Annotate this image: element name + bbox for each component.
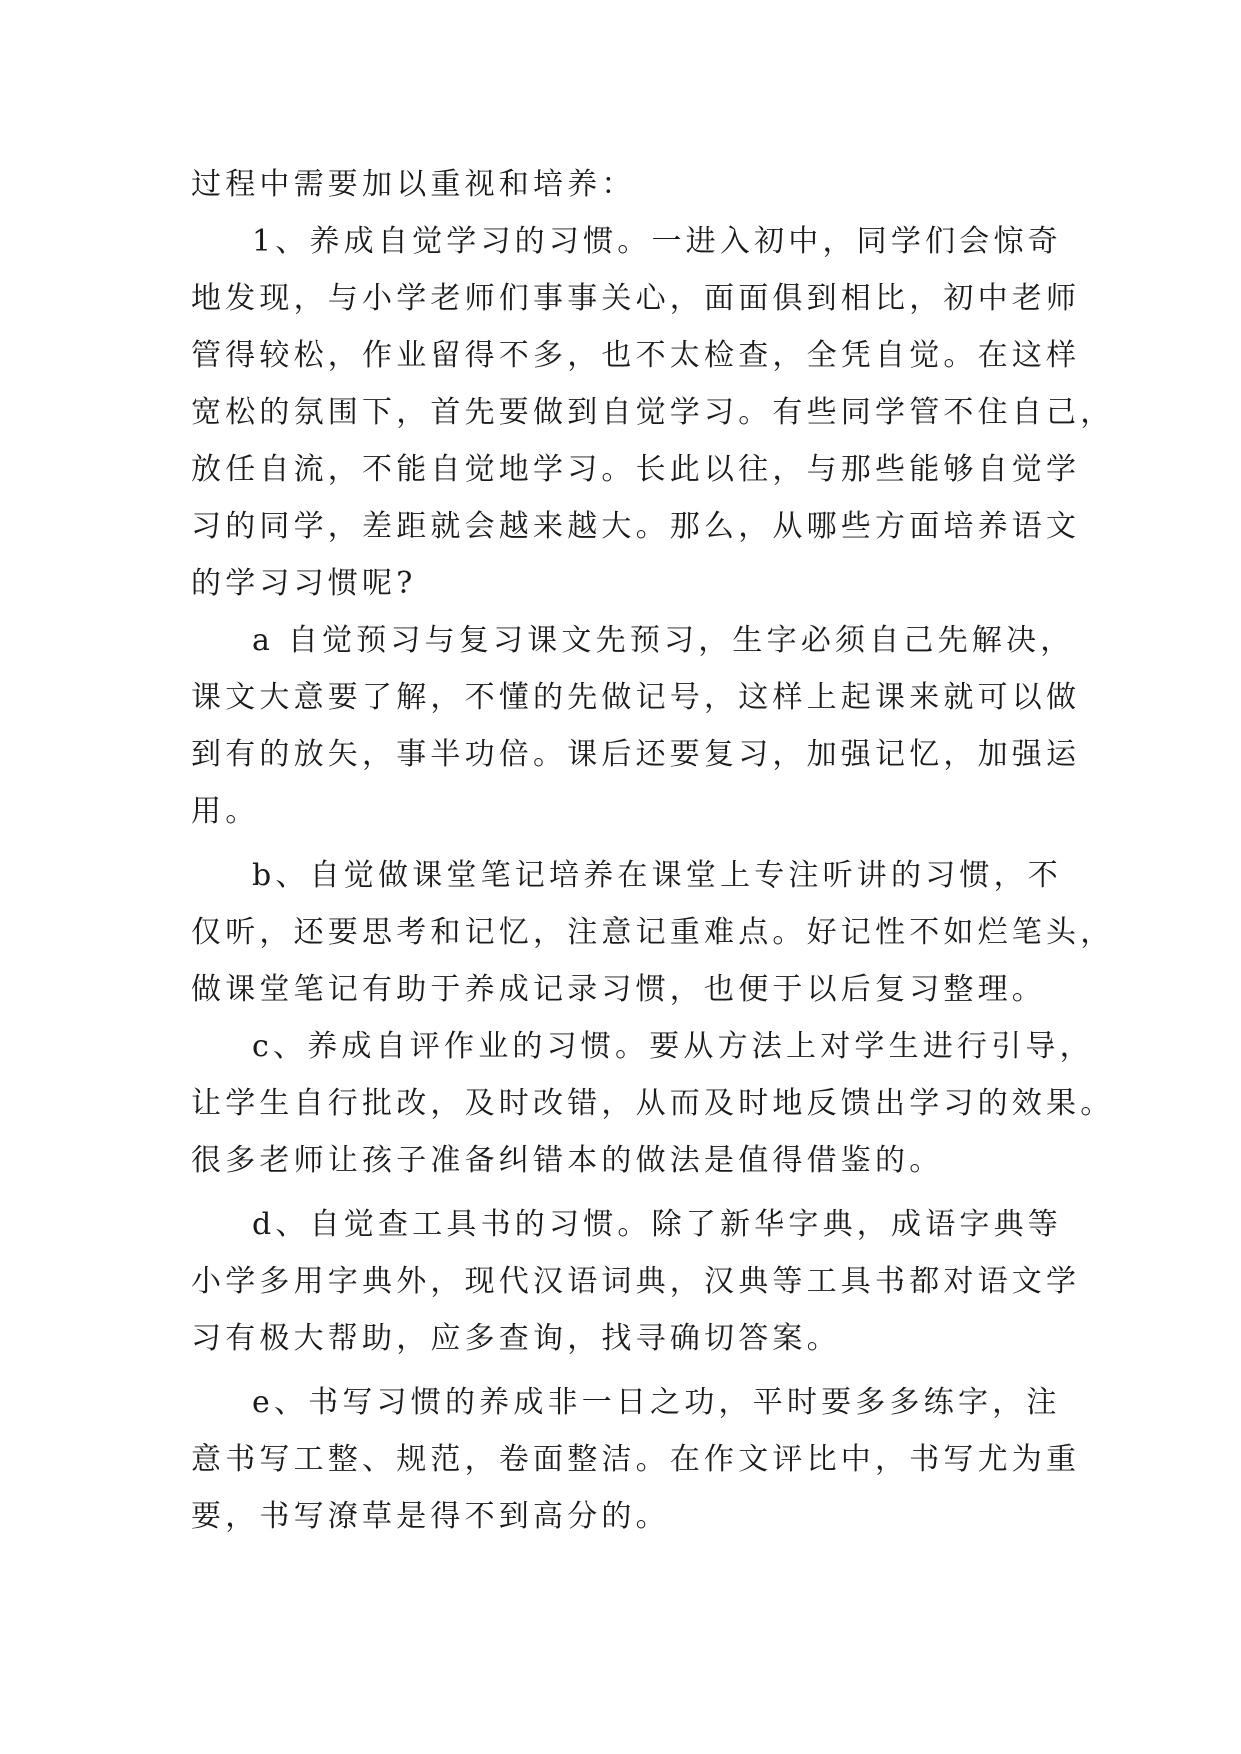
text-line: 到有的放矢，事半功倍。课后还要复习，加强记忆，加强运	[191, 737, 1081, 772]
text-line: 放任自流，不能自觉地学习。长此以往，与那些能够自觉学	[191, 452, 1081, 487]
text-line: 小学多用字典外，现代汉语词典，汉典等工具书都对语文学	[191, 1264, 1081, 1299]
paragraph-first-line: 1、养成自觉学习的习惯。一进入初中，同学们会惊奇	[252, 224, 1062, 259]
paragraph-first-line: b、自觉做课堂笔记培养在课堂上专注听讲的习惯，不	[252, 858, 1063, 893]
text-line: 用。	[191, 794, 260, 829]
text-line: 课文大意要了解，不懂的先做记号，这样上起课来就可以做	[191, 680, 1081, 715]
text-line: 让学生自行批改，及时改错，从而及时地反馈出学习的效果。	[191, 1086, 1115, 1121]
text-line: 过程中需要加以重视和培养：	[191, 167, 636, 202]
text-line: 仅听，还要思考和记忆，注意记重难点。好记性不如烂笔头，	[191, 915, 1115, 950]
paragraph-first-line: c、养成自评作业的习惯。要从方法上对学生进行引导，	[252, 1029, 1094, 1064]
text-line: 宽松的氛围下，首先要做到自觉学习。有些同学管不住自己，	[191, 395, 1115, 430]
paragraph-first-line: e、书写习惯的养成非一日之功，平时要多多练字，注	[252, 1385, 1061, 1420]
text-line: 地发现，与小学老师们事事关心，面面俱到相比，初中老师	[191, 281, 1081, 316]
text-line: 做课堂笔记有助于养成记录习惯，也便于以后复习整理。	[191, 972, 1046, 1007]
text-line: 习有极大帮助，应多查询，找寻确切答案。	[191, 1321, 841, 1356]
text-line: 要，书写潦草是得不到高分的。	[191, 1499, 670, 1534]
text-line: 意书写工整、规范，卷面整洁。在作文评比中，书写尤为重	[191, 1442, 1081, 1477]
paragraph-first-line: a 自觉预习与复习课文先预习，生字必须自己先解决，	[252, 623, 1075, 658]
text-line: 的学习习惯呢?	[191, 566, 417, 601]
paragraph-first-line: d、自觉查工具书的习惯。除了新华字典，成语字典等	[252, 1207, 1063, 1242]
text-line: 管得较松，作业留得不多，也不太检查，全凭自觉。在这样	[191, 338, 1081, 373]
text-line: 很多老师让孩子准备纠错本的做法是值得借鉴的。	[191, 1143, 944, 1178]
text-line: 习的同学，差距就会越来越大。那么，从哪些方面培养语文	[191, 509, 1081, 544]
